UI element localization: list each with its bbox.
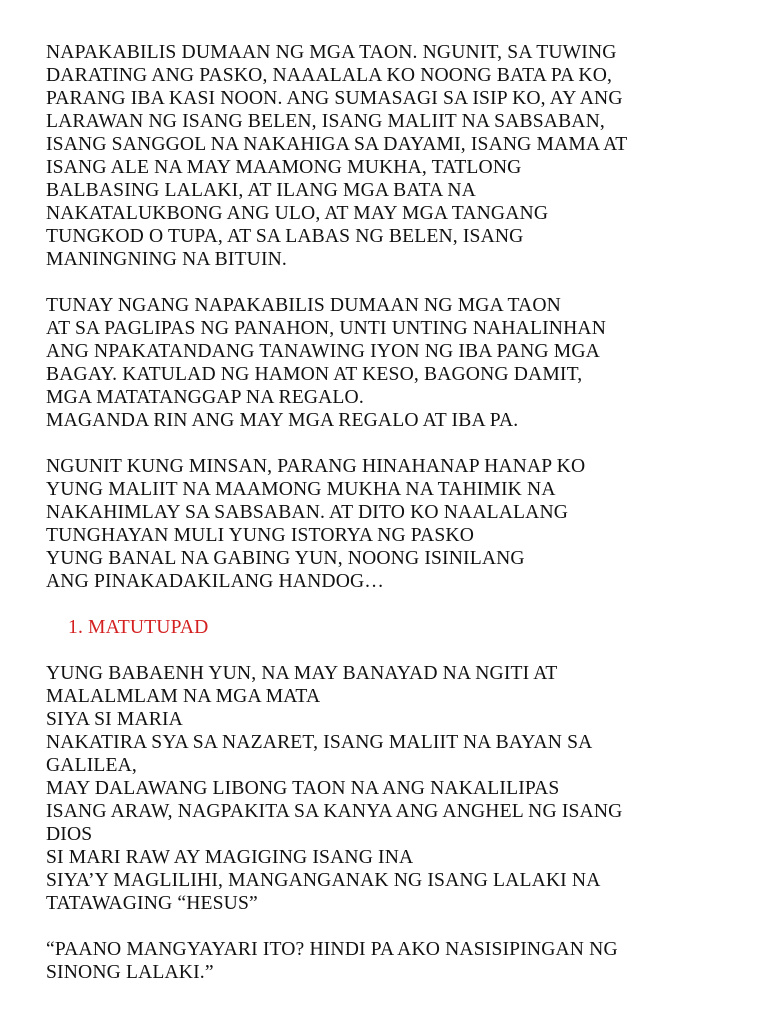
- text-line: ISANG ALE NA MAY MAAMONG MUKHA, TATLONG: [46, 157, 522, 178]
- text-line: YUNG BABAENH YUN, NA MAY BANAYAD NA NGITI AT: [46, 663, 558, 684]
- text-line: TUNGKOD O TUPA, AT SA LABAS NG BELEN, ISANG: [46, 226, 524, 247]
- text-line: MAY DALAWANG LIBONG TAON NA ANG NAKALILIPAS: [46, 778, 560, 799]
- text-line: YUNG BANAL NA GABING YUN, NOONG ISINILANG: [46, 548, 525, 569]
- text-line: PARANG IBA KASI NOON. ANG SUMASAGI SA ISIP KO, AY ANG: [46, 88, 623, 109]
- text-line: SIYA’Y MAGLILIHI, MANGANGANAK NG ISANG LALAKI NA: [46, 870, 601, 891]
- paragraph-2: [46, 294, 738, 432]
- text-line: DIOS: [46, 824, 93, 845]
- text-line: SINONG LALAKI.”: [46, 962, 214, 983]
- text-line: ISANG ARAW, NAGPAKITA SA KANYA ANG ANGHEL NG ISANG: [46, 801, 623, 822]
- text-line: MALALMLAM NA MGA MATA: [46, 686, 321, 707]
- paragraph-5: [46, 938, 738, 984]
- paragraph-4: [46, 662, 738, 915]
- text-line: ISANG SANGGOL NA NAKAHIGA SA DAYAMI, ISANG MAMA AT: [46, 134, 628, 155]
- text-line: LARAWAN NG ISANG BELEN, ISANG MALIIT NA SABSABAN,: [46, 111, 605, 132]
- text-line: AT SA PAGLIPAS NG PANAHON, UNTI UNTING NAHALINHAN: [46, 318, 607, 339]
- paragraph-1: [46, 41, 738, 271]
- text-line: MANINGNING NA BITUIN.: [46, 249, 287, 270]
- text-line: DARATING ANG PASKO, NAAALALA KO NOONG BATA PA KO,: [46, 65, 613, 86]
- text-line: MAGANDA RIN ANG MAY MGA REGALO AT IBA PA.: [46, 410, 519, 431]
- text-line: ANG PINAKADAKILANG HANDOG…: [46, 571, 385, 592]
- text-line: MGA MATATANGGAP NA REGALO.: [46, 387, 364, 408]
- text-line: BALBASING LALAKI, AT ILANG MGA BATA NA: [46, 180, 476, 201]
- text-line: TUNAY NGANG NAPAKABILIS DUMAAN NG MGA TAON: [46, 295, 561, 316]
- text-line: ANG NPAKATANDANG TANAWING IYON NG IBA PANG MGA: [46, 341, 600, 362]
- text-line: SI MARI RAW AY MAGIGING ISANG INA: [46, 847, 414, 868]
- text-line: NAKAHIMLAY SA SABSABAN. AT DITO KO NAALALANG: [46, 502, 569, 523]
- text-line: BAGAY. KATULAD NG HAMON AT KESO, BAGONG DAMIT,: [46, 364, 583, 385]
- text-line: NAPAKABILIS DUMAAN NG MGA TAON. NGUNIT, SA TUWING: [46, 42, 617, 63]
- paragraph-3: [46, 455, 738, 593]
- text-line: YUNG MALIIT NA MAAMONG MUKHA NA TAHIMIK NA: [46, 479, 556, 500]
- text-line: TUNGHAYAN MULI YUNG ISTORYA NG PASKO: [46, 525, 474, 546]
- text-line: NAKATALUKBONG ANG ULO, AT MAY MGA TANGANG: [46, 203, 549, 224]
- section-heading: 1. MATUTUPAD: [68, 617, 209, 638]
- text-line: “PAANO MANGYAYARI ITO? HINDI PA AKO NASISIPINGAN NG: [46, 939, 618, 960]
- text-line: SIYA SI MARIA: [46, 709, 183, 730]
- text-line: NAKATIRA SYA SA NAZARET, ISANG MALIIT NA BAYAN SA: [46, 732, 593, 753]
- text-line: NGUNIT KUNG MINSAN, PARANG HINAHANAP HANAP KO: [46, 456, 586, 477]
- text-line: GALILEA,: [46, 755, 137, 776]
- text-line: TATAWAGING “HESUS”: [46, 893, 258, 914]
